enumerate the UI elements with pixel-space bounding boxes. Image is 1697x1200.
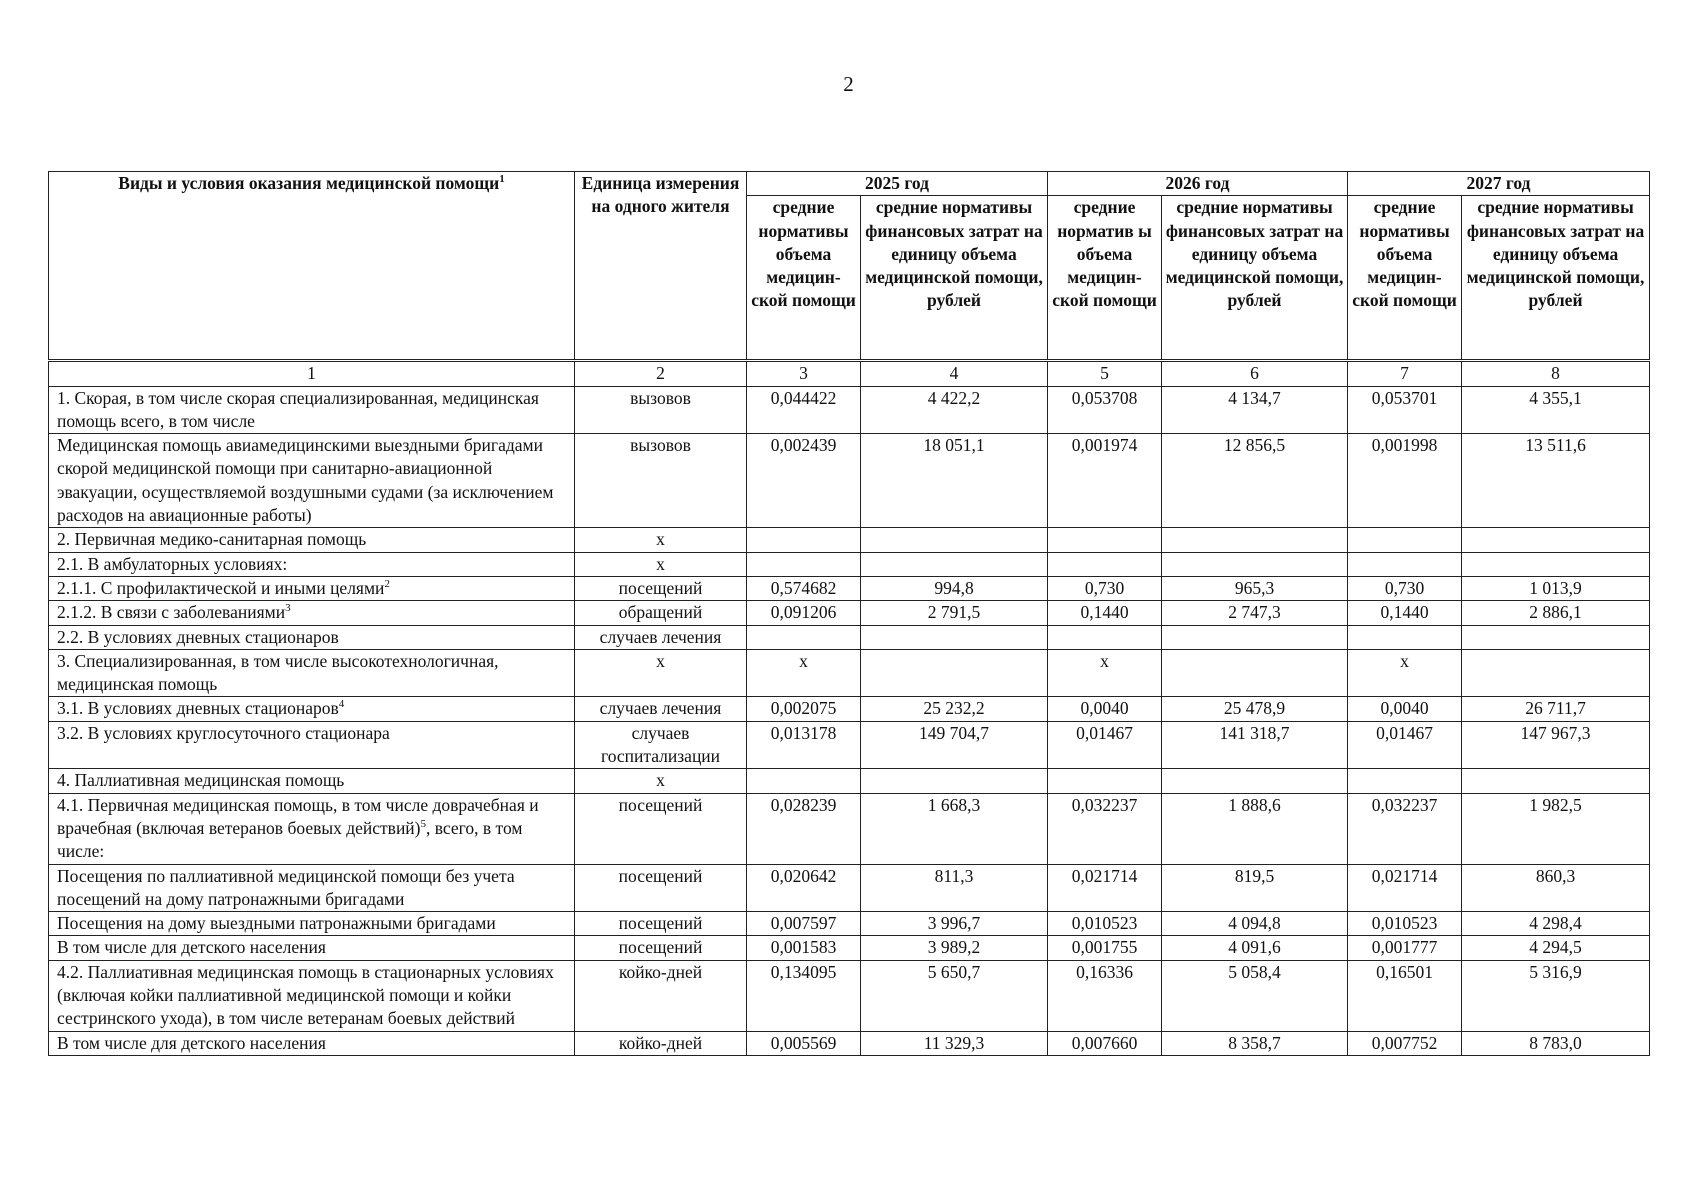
row-volume-2026: 0,001974 <box>1048 434 1162 528</box>
row-cost-2025: 149 704,7 <box>861 721 1048 769</box>
row-cost-2026: 2 747,3 <box>1162 601 1348 625</box>
row-volume-2025: 0,134095 <box>747 960 861 1031</box>
row-care-type-text: 3. Специализированная, в том числе высокотехнологичная, медицинская помощь <box>57 650 499 695</box>
row-cost-2026: 965,3 <box>1162 576 1348 600</box>
row-volume-2025: 0,044422 <box>747 386 861 434</box>
header-cost-2026: средние нормативы финансовых затрат на единицу объема медицинской помощи, рублей <box>1162 196 1348 361</box>
row-care-type <box>49 552 575 576</box>
table-row <box>49 528 1650 552</box>
medical-care-norms-table <box>48 171 1650 1056</box>
row-volume-2026 <box>1048 769 1162 793</box>
row-care-type <box>49 649 575 697</box>
header-volume-2025: средние нормативы объема медицин-ской помощи <box>747 196 861 361</box>
header-year-2025: 2025 год <box>747 172 1048 196</box>
row-care-type <box>49 576 575 600</box>
row-cost-2026: 12 856,5 <box>1162 434 1348 528</box>
column-number: 3 <box>747 361 861 386</box>
column-number: 2 <box>575 361 747 386</box>
row-volume-2027: 0,0040 <box>1348 697 1462 721</box>
row-unit: койко-дней <box>575 1031 747 1055</box>
row-care-type-text: Посещения на дому выездными патронажными бригадами <box>57 913 496 934</box>
row-volume-2026: 0,1440 <box>1048 601 1162 625</box>
row-volume-2026 <box>1048 552 1162 576</box>
row-unit: х <box>575 769 747 793</box>
row-volume-2026: 0,007660 <box>1048 1031 1162 1055</box>
table-row <box>49 386 1650 434</box>
table-row <box>49 1031 1650 1055</box>
row-volume-2026: х <box>1048 649 1162 697</box>
row-cost-2025: 4 422,2 <box>861 386 1048 434</box>
row-cost-2025: 18 051,1 <box>861 434 1048 528</box>
row-volume-2027: 0,032237 <box>1348 793 1462 864</box>
row-care-type-text: 1. Скорая, в том числе скорая специализированная, медицинская помощь всего, в том числе <box>57 387 539 431</box>
row-cost-2025: 3 996,7 <box>861 912 1048 936</box>
row-cost-2027: 5 316,9 <box>1462 960 1650 1031</box>
table-row <box>49 576 1650 600</box>
row-volume-2026: 0,01467 <box>1048 721 1162 769</box>
row-cost-2027: 4 298,4 <box>1462 912 1650 936</box>
row-cost-2027: 147 967,3 <box>1462 721 1650 769</box>
table-row <box>49 769 1650 793</box>
row-cost-2025: 3 989,2 <box>861 936 1048 960</box>
row-care-type <box>49 1031 575 1055</box>
table-row <box>49 793 1650 864</box>
table-row <box>49 697 1650 721</box>
row-unit: посещений <box>575 576 747 600</box>
row-care-type <box>49 434 575 528</box>
table-row <box>49 601 1650 625</box>
row-cost-2026 <box>1162 625 1348 649</box>
row-care-type <box>49 912 575 936</box>
row-volume-2027: 0,053701 <box>1348 386 1462 434</box>
row-care-type-text: 2.1.1. С профилактической и иными целями <box>57 577 385 598</box>
row-volume-2027 <box>1348 625 1462 649</box>
row-unit: посещений <box>575 912 747 936</box>
table-row <box>49 649 1650 697</box>
row-unit: обращений <box>575 601 747 625</box>
row-care-type-text: В том числе для детского населения <box>57 1032 326 1053</box>
row-volume-2026: 0,001755 <box>1048 936 1162 960</box>
row-care-type-text: Посещения по паллиативной медицинской помощи без учета посещений на дому патронажными бригадами <box>57 865 515 909</box>
row-cost-2025: 2 791,5 <box>861 601 1048 625</box>
footnote-marker: 4 <box>338 698 345 711</box>
row-unit: х <box>575 552 747 576</box>
row-care-type-text: 3.1. В условиях дневных стационаров <box>57 698 339 719</box>
row-cost-2025 <box>861 649 1048 697</box>
row-cost-2027: 26 711,7 <box>1462 697 1650 721</box>
row-cost-2025: 11 329,3 <box>861 1031 1048 1055</box>
row-cost-2026: 4 094,8 <box>1162 912 1348 936</box>
row-volume-2025: 0,574682 <box>747 576 861 600</box>
row-volume-2026 <box>1048 528 1162 552</box>
row-care-type-text: Медицинская помощь авиамедицинскими выездными бригадами скорой медицинской помощи при санитарно-авиационной эвакуации, осуществляемой воздушными судами (за исключением расходов на авиационные работы) <box>57 435 554 526</box>
row-volume-2027: 0,730 <box>1348 576 1462 600</box>
row-cost-2027: 1 013,9 <box>1462 576 1650 600</box>
row-cost-2027 <box>1462 625 1650 649</box>
header-volume-2026: средние норматив ы объема медицин-ской помощи <box>1048 196 1162 361</box>
row-cost-2026: 819,5 <box>1162 864 1348 912</box>
column-number: 8 <box>1462 361 1650 386</box>
row-cost-2027 <box>1462 552 1650 576</box>
row-volume-2027: 0,010523 <box>1348 912 1462 936</box>
row-volume-2025 <box>747 552 861 576</box>
row-volume-2026: 0,053708 <box>1048 386 1162 434</box>
row-unit: х <box>575 528 747 552</box>
row-care-type <box>49 601 575 625</box>
row-cost-2026: 141 318,7 <box>1162 721 1348 769</box>
row-cost-2027: 4 355,1 <box>1462 386 1650 434</box>
row-volume-2027: 0,01467 <box>1348 721 1462 769</box>
row-care-type <box>49 864 575 912</box>
row-cost-2026: 4 091,6 <box>1162 936 1348 960</box>
row-volume-2027: х <box>1348 649 1462 697</box>
row-care-type <box>49 625 575 649</box>
row-cost-2027 <box>1462 528 1650 552</box>
row-volume-2027: 0,001777 <box>1348 936 1462 960</box>
row-cost-2025 <box>861 625 1048 649</box>
row-care-type <box>49 936 575 960</box>
row-cost-2026 <box>1162 552 1348 576</box>
footnote-marker: 3 <box>285 602 291 615</box>
row-cost-2026 <box>1162 769 1348 793</box>
row-volume-2025: 0,028239 <box>747 793 861 864</box>
footnote-marker: 5 <box>420 818 427 831</box>
row-volume-2025: 0,020642 <box>747 864 861 912</box>
row-volume-2025: 0,013178 <box>747 721 861 769</box>
column-number-row <box>49 361 1650 386</box>
row-unit: случаев госпитализации <box>575 721 747 769</box>
row-care-type-text: В том числе для детского населения <box>57 937 326 958</box>
row-care-type-text: 3.2. В условиях круглосуточного стационара <box>57 722 390 743</box>
table-row <box>49 912 1650 936</box>
row-volume-2025 <box>747 625 861 649</box>
row-care-type-text: 4.1. Первичная медицинская помощь, в том числе доврачебная и врачебная (включая ветеранов боевых действий) <box>57 794 539 838</box>
row-care-type-text: 2. Первичная медико-санитарная помощь <box>57 529 367 550</box>
row-volume-2027: 0,1440 <box>1348 601 1462 625</box>
table-row <box>49 434 1650 528</box>
row-cost-2025: 5 650,7 <box>861 960 1048 1031</box>
column-number: 6 <box>1162 361 1348 386</box>
header-year-2026: 2026 год <box>1048 172 1348 196</box>
row-volume-2026: 0,16336 <box>1048 960 1162 1031</box>
column-number: 1 <box>49 361 575 386</box>
row-volume-2027: 0,001998 <box>1348 434 1462 528</box>
row-cost-2027: 1 982,5 <box>1462 793 1650 864</box>
header-volume-2027: средние нормативы объема медицин-ской помощи <box>1348 196 1462 361</box>
row-cost-2025 <box>861 552 1048 576</box>
row-cost-2025: 1 668,3 <box>861 793 1048 864</box>
table-row <box>49 936 1650 960</box>
row-care-type-text: 2.1.2. В связи с заболеваниями <box>57 602 286 623</box>
row-unit: случаев лечения <box>575 697 747 721</box>
row-care-type <box>49 721 575 769</box>
row-volume-2025: 0,002439 <box>747 434 861 528</box>
row-cost-2025: 994,8 <box>861 576 1048 600</box>
row-volume-2027: 0,007752 <box>1348 1031 1462 1055</box>
row-cost-2025 <box>861 769 1048 793</box>
row-unit: посещений <box>575 793 747 864</box>
table-row <box>49 552 1650 576</box>
column-number: 5 <box>1048 361 1162 386</box>
row-unit: случаев лечения <box>575 625 747 649</box>
row-unit: х <box>575 649 747 697</box>
row-care-type-text: 4.2. Паллиативная медицинская помощь в стационарных условиях (включая койки паллиативной медицинской помощи и койки сестринского ухода), в том числе ветеранам боевых действий <box>57 961 554 1029</box>
row-cost-2026 <box>1162 528 1348 552</box>
row-volume-2027: 0,16501 <box>1348 960 1462 1031</box>
table-row <box>49 864 1650 912</box>
row-cost-2025: 811,3 <box>861 864 1048 912</box>
row-cost-2027 <box>1462 649 1650 697</box>
table-row <box>49 960 1650 1031</box>
row-volume-2025: 0,002075 <box>747 697 861 721</box>
row-volume-2026: 0,021714 <box>1048 864 1162 912</box>
header-year-2027: 2027 год <box>1348 172 1650 196</box>
row-cost-2027: 8 783,0 <box>1462 1031 1650 1055</box>
row-volume-2026: 0,010523 <box>1048 912 1162 936</box>
row-cost-2027 <box>1462 769 1650 793</box>
row-volume-2025 <box>747 769 861 793</box>
table-row <box>49 625 1650 649</box>
row-cost-2026: 25 478,9 <box>1162 697 1348 721</box>
row-care-type <box>49 528 575 552</box>
row-volume-2025: х <box>747 649 861 697</box>
row-volume-2027 <box>1348 528 1462 552</box>
row-unit: вызовов <box>575 386 747 434</box>
row-unit: посещений <box>575 936 747 960</box>
row-unit: вызовов <box>575 434 747 528</box>
row-cost-2026: 8 358,7 <box>1162 1031 1348 1055</box>
row-volume-2027 <box>1348 552 1462 576</box>
row-care-type <box>49 386 575 434</box>
row-volume-2026: 0,730 <box>1048 576 1162 600</box>
row-care-type-tail: , всего, в том числе: <box>57 817 523 862</box>
header-care-type: Виды и условия оказания медицинской помощи$^1$ <box>49 172 575 361</box>
row-cost-2027: 860,3 <box>1462 864 1650 912</box>
header-unit: Единица измерения на одного жителя <box>575 172 747 361</box>
row-volume-2026 <box>1048 625 1162 649</box>
row-volume-2025: 0,001583 <box>747 936 861 960</box>
row-care-type-text: 2.2. В условиях дневных стационаров <box>57 626 339 647</box>
row-unit: посещений <box>575 864 747 912</box>
row-care-type <box>49 793 575 864</box>
table-row <box>49 721 1650 769</box>
row-cost-2027: 2 886,1 <box>1462 601 1650 625</box>
row-cost-2026: 4 134,7 <box>1162 386 1348 434</box>
row-volume-2026: 0,032237 <box>1048 793 1162 864</box>
row-cost-2026: 1 888,6 <box>1162 793 1348 864</box>
row-volume-2027: 0,021714 <box>1348 864 1462 912</box>
row-cost-2025: 25 232,2 <box>861 697 1048 721</box>
column-number: 7 <box>1348 361 1462 386</box>
row-unit: койко-дней <box>575 960 747 1031</box>
row-volume-2025: 0,091206 <box>747 601 861 625</box>
header-cost-2025: средние нормативы финансовых затрат на единицу объема медицинской помощи, рублей <box>861 196 1048 361</box>
page-number: 2 <box>843 72 854 96</box>
row-cost-2027: 4 294,5 <box>1462 936 1650 960</box>
row-cost-2025 <box>861 528 1048 552</box>
row-volume-2027 <box>1348 769 1462 793</box>
row-volume-2025: 0,005569 <box>747 1031 861 1055</box>
row-care-type <box>49 769 575 793</box>
column-number: 4 <box>861 361 1048 386</box>
row-care-type-text: 2.1. В амбулаторных условиях: <box>57 553 288 574</box>
row-care-type <box>49 697 575 721</box>
row-cost-2026 <box>1162 649 1348 697</box>
row-care-type-text: 4. Паллиативная медицинская помощь <box>57 770 345 791</box>
row-care-type <box>49 960 575 1031</box>
row-volume-2025: 0,007597 <box>747 912 861 936</box>
footnote-marker: 2 <box>384 578 390 591</box>
row-cost-2026: 5 058,4 <box>1162 960 1348 1031</box>
row-volume-2026: 0,0040 <box>1048 697 1162 721</box>
header-cost-2027: средние нормативы финансовых затрат на единицу объема медицинской помощи, рублей <box>1462 196 1650 361</box>
row-volume-2025 <box>747 528 861 552</box>
row-cost-2027: 13 511,6 <box>1462 434 1650 528</box>
